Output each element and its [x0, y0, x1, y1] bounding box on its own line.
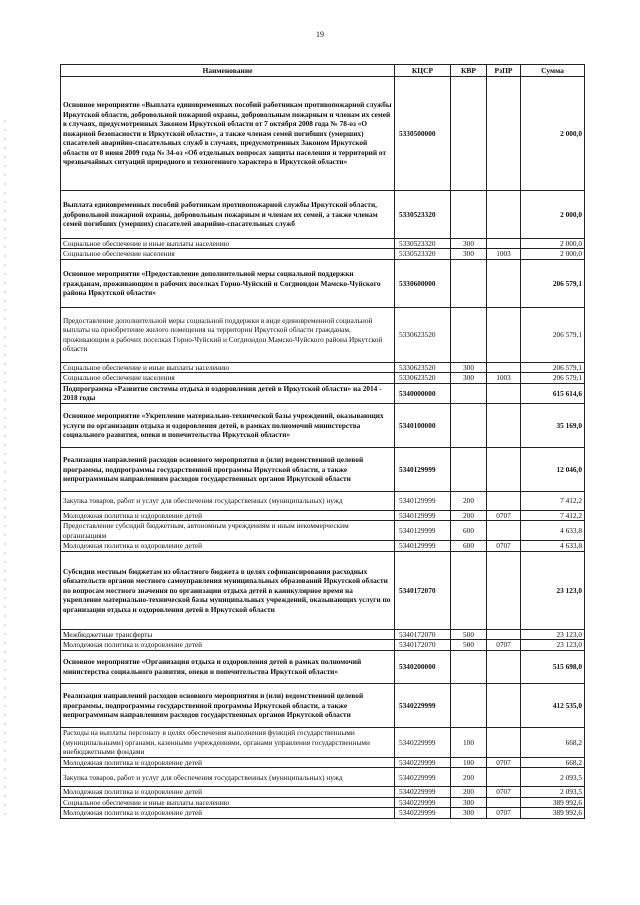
row-kvr-cell [451, 551, 487, 629]
row-sum-cell: 2 093,5 [521, 787, 585, 797]
table-row [61, 403, 585, 447]
row-sum-cell: 12 046,0 [521, 447, 585, 491]
table-row [61, 640, 585, 650]
row-kvr-cell [451, 307, 487, 362]
row-kvr-cell [451, 683, 487, 727]
row-kcsr-cell: 5340129999 [395, 541, 451, 551]
table-row [61, 373, 585, 383]
row-sum-cell: 206 579,1 [521, 373, 585, 383]
row-name-cell: Молодежная политика и оздоровление детей [61, 787, 395, 797]
row-name-cell: Предоставление субсидий бюджетным, автономным учреждениям и иным некоммерческим организациям [61, 521, 395, 541]
table-header-row [61, 65, 585, 77]
row-sum-cell: 412 535,0 [521, 683, 585, 727]
row-kcsr-cell: 5340229999 [395, 797, 451, 807]
row-sum-cell: 206 579,1 [521, 307, 585, 362]
row-kvr-cell: 600 [451, 521, 487, 541]
row-rzpr-cell [487, 683, 521, 727]
row-rzpr-cell [487, 629, 521, 639]
row-name-cell: Выплата единовременных пособий работникам противопожарной службы Иркутской области, добровольной пожарной охраны, добровольным пожарным и членам их семей, а также членам семей погибших (умерших) спасателей аварийно-спасательных служб [61, 191, 395, 239]
row-rzpr-cell [487, 521, 521, 541]
row-kvr-cell [451, 77, 487, 191]
row-sum-cell: 2 000,0 [521, 249, 585, 259]
row-sum-cell: 7 412,2 [521, 491, 585, 510]
table-row [61, 249, 585, 259]
row-sum-cell: 206 579,1 [521, 362, 585, 372]
row-kcsr-cell: 5340229999 [395, 787, 451, 797]
row-kvr-cell [451, 403, 487, 447]
row-name-cell: Основное мероприятие «Предоставление дополнительной меры социальной поддержки гражданам, проживающим в рабочих поселках Горно-Чуйский и Согдиондон Мамско-Чуйского района Иркутской области» [61, 259, 395, 307]
table-row [61, 383, 585, 403]
column-header-sum: Сумма [521, 65, 585, 77]
row-kcsr-cell: 5330623520 [395, 362, 451, 372]
table-row [61, 491, 585, 510]
row-name-cell: Молодежная политика и оздоровление детей [61, 757, 395, 767]
row-name-cell: Межбюджетные трансферты [61, 629, 395, 639]
row-sum-cell: 4 633,8 [521, 541, 585, 551]
row-kcsr-cell: 5340172070 [395, 551, 451, 629]
row-name-cell: Закупка товаров, работ и услуг для обеспечения государственных (муниципальных) нужд [61, 491, 395, 510]
row-name-cell: Расходы на выплаты персоналу в целях обеспечения выполнения функций государственными (муниципальными) органами, казенными учреждениями, органами управления государственными внебюджетными фондами [61, 727, 395, 757]
column-header-rzpr: РзПР [487, 65, 521, 77]
row-rzpr-cell [487, 77, 521, 191]
row-sum-cell: 23 123,0 [521, 551, 585, 629]
table-row [61, 768, 585, 787]
row-sum-cell: 2 093,5 [521, 768, 585, 787]
row-name-cell: Закупка товаров, работ и услуг для обеспечения государственных (муниципальных) нужд [61, 768, 395, 787]
row-kcsr-cell: 5330523320 [395, 239, 451, 249]
row-rzpr-cell [487, 362, 521, 372]
row-kcsr-cell: 5330623520 [395, 373, 451, 383]
row-name-cell: Социальное обеспечение населения [61, 373, 395, 383]
row-sum-cell: 23 123,0 [521, 629, 585, 639]
row-kvr-cell [451, 259, 487, 307]
row-kvr-cell: 200 [451, 491, 487, 510]
row-sum-cell: 389 992,6 [521, 797, 585, 807]
table-row [61, 77, 585, 191]
row-rzpr-cell [487, 727, 521, 757]
row-sum-cell: 23 123,0 [521, 640, 585, 650]
row-kcsr-cell: 5340172070 [395, 640, 451, 650]
row-rzpr-cell: 0707 [487, 640, 521, 650]
budget-table [60, 64, 585, 819]
row-kvr-cell: 300 [451, 249, 487, 259]
row-kvr-cell: 300 [451, 373, 487, 383]
row-sum-cell: 668,2 [521, 757, 585, 767]
table-row [61, 259, 585, 307]
row-name-cell: Социальное обеспечение и иные выплаты населению [61, 239, 395, 249]
row-sum-cell: 615 614,6 [521, 383, 585, 403]
row-name-cell: Предоставление дополнительной меры социальной поддержки в виде единовременной социальной выплаты на приобретение жилого помещения на территории Иркутской области гражданам, проживающим в рабочих поселках Горно-Чуйский и Согдиондон Мамско-Чуйского района Иркутской области [61, 307, 395, 362]
row-kvr-cell [451, 383, 487, 403]
row-kvr-cell: 200 [451, 768, 487, 787]
table-row [61, 808, 585, 818]
row-rzpr-cell [487, 403, 521, 447]
row-name-cell: Молодежная политика и оздоровление детей [61, 541, 395, 551]
table-row [61, 757, 585, 767]
row-kcsr-cell: 5330500000 [395, 77, 451, 191]
row-name-cell: Социальное обеспечение населения [61, 249, 395, 259]
row-kvr-cell [451, 447, 487, 491]
row-kvr-cell [451, 191, 487, 239]
row-sum-cell: 4 633,8 [521, 521, 585, 541]
row-rzpr-cell [487, 259, 521, 307]
table-row [61, 629, 585, 639]
table-row [61, 447, 585, 491]
row-kcsr-cell: 5340172070 [395, 629, 451, 639]
row-sum-cell: 2 000,0 [521, 239, 585, 249]
row-rzpr-cell: 0707 [487, 510, 521, 520]
row-kvr-cell: 100 [451, 757, 487, 767]
row-sum-cell: 389 992,6 [521, 808, 585, 818]
row-kcsr-cell: 5330600000 [395, 259, 451, 307]
row-kcsr-cell: 5330623520 [395, 307, 451, 362]
table-row [61, 797, 585, 807]
row-rzpr-cell: 1003 [487, 373, 521, 383]
row-kcsr-cell: 5340000000 [395, 383, 451, 403]
column-header-kvr: КВР [451, 65, 487, 77]
table-row [61, 727, 585, 757]
table-row [61, 551, 585, 629]
row-kvr-cell: 300 [451, 239, 487, 249]
table-row [61, 683, 585, 727]
row-name-cell: Подпрограмма «Развитие системы отдыха и оздоровления детей в Иркутской области» на 2014 - 2018 годы [61, 383, 395, 403]
table-row [61, 650, 585, 683]
table-row [61, 510, 585, 520]
row-kcsr-cell: 5340129999 [395, 510, 451, 520]
column-header-name: Наименование [61, 65, 395, 77]
row-kcsr-cell: 5340129999 [395, 491, 451, 510]
row-rzpr-cell: 0707 [487, 541, 521, 551]
table-row [61, 239, 585, 249]
row-name-cell: Основное мероприятие «Выплата единовременных пособий работникам противопожарной службы Иркутской области, добровольной пожарной охраны, добровольным пожарным и членам их семей в случаях, предусмотренных Законом Иркутской области от 7 октября 2008 года № 78-оз «О пожарной безопасности в Иркутской области», а также членам семей погибших (умерших) спасателей аварийно-спасательных служб в случаях, предусмотренных Законом Иркутской области от 8 июня 2009 года № 34-оз «Об отдельных вопросах защиты населения и территорий от чрезвычайных ситуаций природного и техногенного характера в Иркутской области» [61, 77, 395, 191]
row-rzpr-cell [487, 447, 521, 491]
table-row [61, 362, 585, 372]
row-name-cell: Субсидии местным бюджетам из областного бюджета в целях софинансирования расходных обязательств органов местного самоуправления муниципальных образований Иркутской области по вопросам местного значения по организации отдыха детей в каникулярное время на укрепление материально-технической базы муниципальных учреждений, оказывающих услуги по организации отдыха и оздоровления детей в Иркутской области [61, 551, 395, 629]
row-rzpr-cell [487, 768, 521, 787]
row-name-cell: Реализация направлений расходов основного мероприятия и (или) ведомственной целевой программы, подпрограммы государственной программы Иркутской области, а также непрограммным направлениям расходов государственных органов Иркутской области [61, 683, 395, 727]
table-row [61, 541, 585, 551]
row-sum-cell: 2 000,0 [521, 191, 585, 239]
row-name-cell: Основное мероприятие «Организация отдыха и оздоровления детей в рамках полномочий министерства социального развития, опеки и попечительства Иркутской области» [61, 650, 395, 683]
row-sum-cell: 515 698,0 [521, 650, 585, 683]
row-rzpr-cell [487, 239, 521, 249]
row-rzpr-cell [487, 797, 521, 807]
row-rzpr-cell [487, 307, 521, 362]
row-sum-cell: 7 412,2 [521, 510, 585, 520]
table-body [61, 77, 585, 819]
row-kcsr-cell: 5340229999 [395, 757, 451, 767]
row-name-cell: Молодежная политика и оздоровление детей [61, 808, 395, 818]
row-kvr-cell: 200 [451, 510, 487, 520]
row-sum-cell: 35 169,0 [521, 403, 585, 447]
row-rzpr-cell: 1003 [487, 249, 521, 259]
row-kcsr-cell: 5340129999 [395, 447, 451, 491]
row-kvr-cell: 100 [451, 727, 487, 757]
row-rzpr-cell [487, 650, 521, 683]
row-kvr-cell: 500 [451, 629, 487, 639]
row-kcsr-cell: 5340229999 [395, 808, 451, 818]
row-sum-cell: 668,2 [521, 727, 585, 757]
page-number: 19 [316, 30, 324, 39]
column-header-kcsr: КЦСР [395, 65, 451, 77]
row-name-cell: Реализация направлений расходов основного мероприятия и (или) ведомственной целевой программы, подпрограммы государственной программы Иркутской области, а также непрограммным направлениям расходов государственных органов Иркутской области [61, 447, 395, 491]
row-sum-cell: 2 000,0 [521, 77, 585, 191]
row-rzpr-cell [487, 383, 521, 403]
row-kvr-cell: 600 [451, 541, 487, 551]
row-name-cell: Социальное обеспечение и иные выплаты населению [61, 797, 395, 807]
row-kvr-cell: 200 [451, 787, 487, 797]
row-kvr-cell: 300 [451, 362, 487, 372]
row-sum-cell: 206 579,1 [521, 259, 585, 307]
row-rzpr-cell: 0707 [487, 787, 521, 797]
row-name-cell: Основное мероприятие «Укрепление материально-технической базы учреждений, оказывающих услуги по организации отдыха и оздоровления детей, в рамках полномочий министерства социального развития, опеки и попечительства Иркутской области» [61, 403, 395, 447]
scan-edge-marks [4, 120, 6, 820]
table-row [61, 307, 585, 362]
row-kcsr-cell: 5330523320 [395, 249, 451, 259]
row-kcsr-cell: 5330523320 [395, 191, 451, 239]
row-kvr-cell: 300 [451, 797, 487, 807]
row-kcsr-cell: 5340100000 [395, 403, 451, 447]
row-kcsr-cell: 5340229999 [395, 768, 451, 787]
row-name-cell: Молодежная политика и оздоровление детей [61, 510, 395, 520]
row-kcsr-cell: 5340129999 [395, 521, 451, 541]
row-kcsr-cell: 5340229999 [395, 683, 451, 727]
table-row [61, 521, 585, 541]
row-kvr-cell [451, 650, 487, 683]
row-name-cell: Молодежная политика и оздоровление детей [61, 640, 395, 650]
row-name-cell: Социальное обеспечение и иные выплаты населению [61, 362, 395, 372]
row-rzpr-cell [487, 491, 521, 510]
row-kvr-cell: 500 [451, 640, 487, 650]
row-kcsr-cell: 5340200000 [395, 650, 451, 683]
row-kcsr-cell: 5340229999 [395, 727, 451, 757]
row-kvr-cell: 300 [451, 808, 487, 818]
table-row [61, 191, 585, 239]
row-rzpr-cell: 0707 [487, 808, 521, 818]
row-rzpr-cell: 0707 [487, 757, 521, 767]
row-rzpr-cell [487, 551, 521, 629]
row-rzpr-cell [487, 191, 521, 239]
table-row [61, 787, 585, 797]
